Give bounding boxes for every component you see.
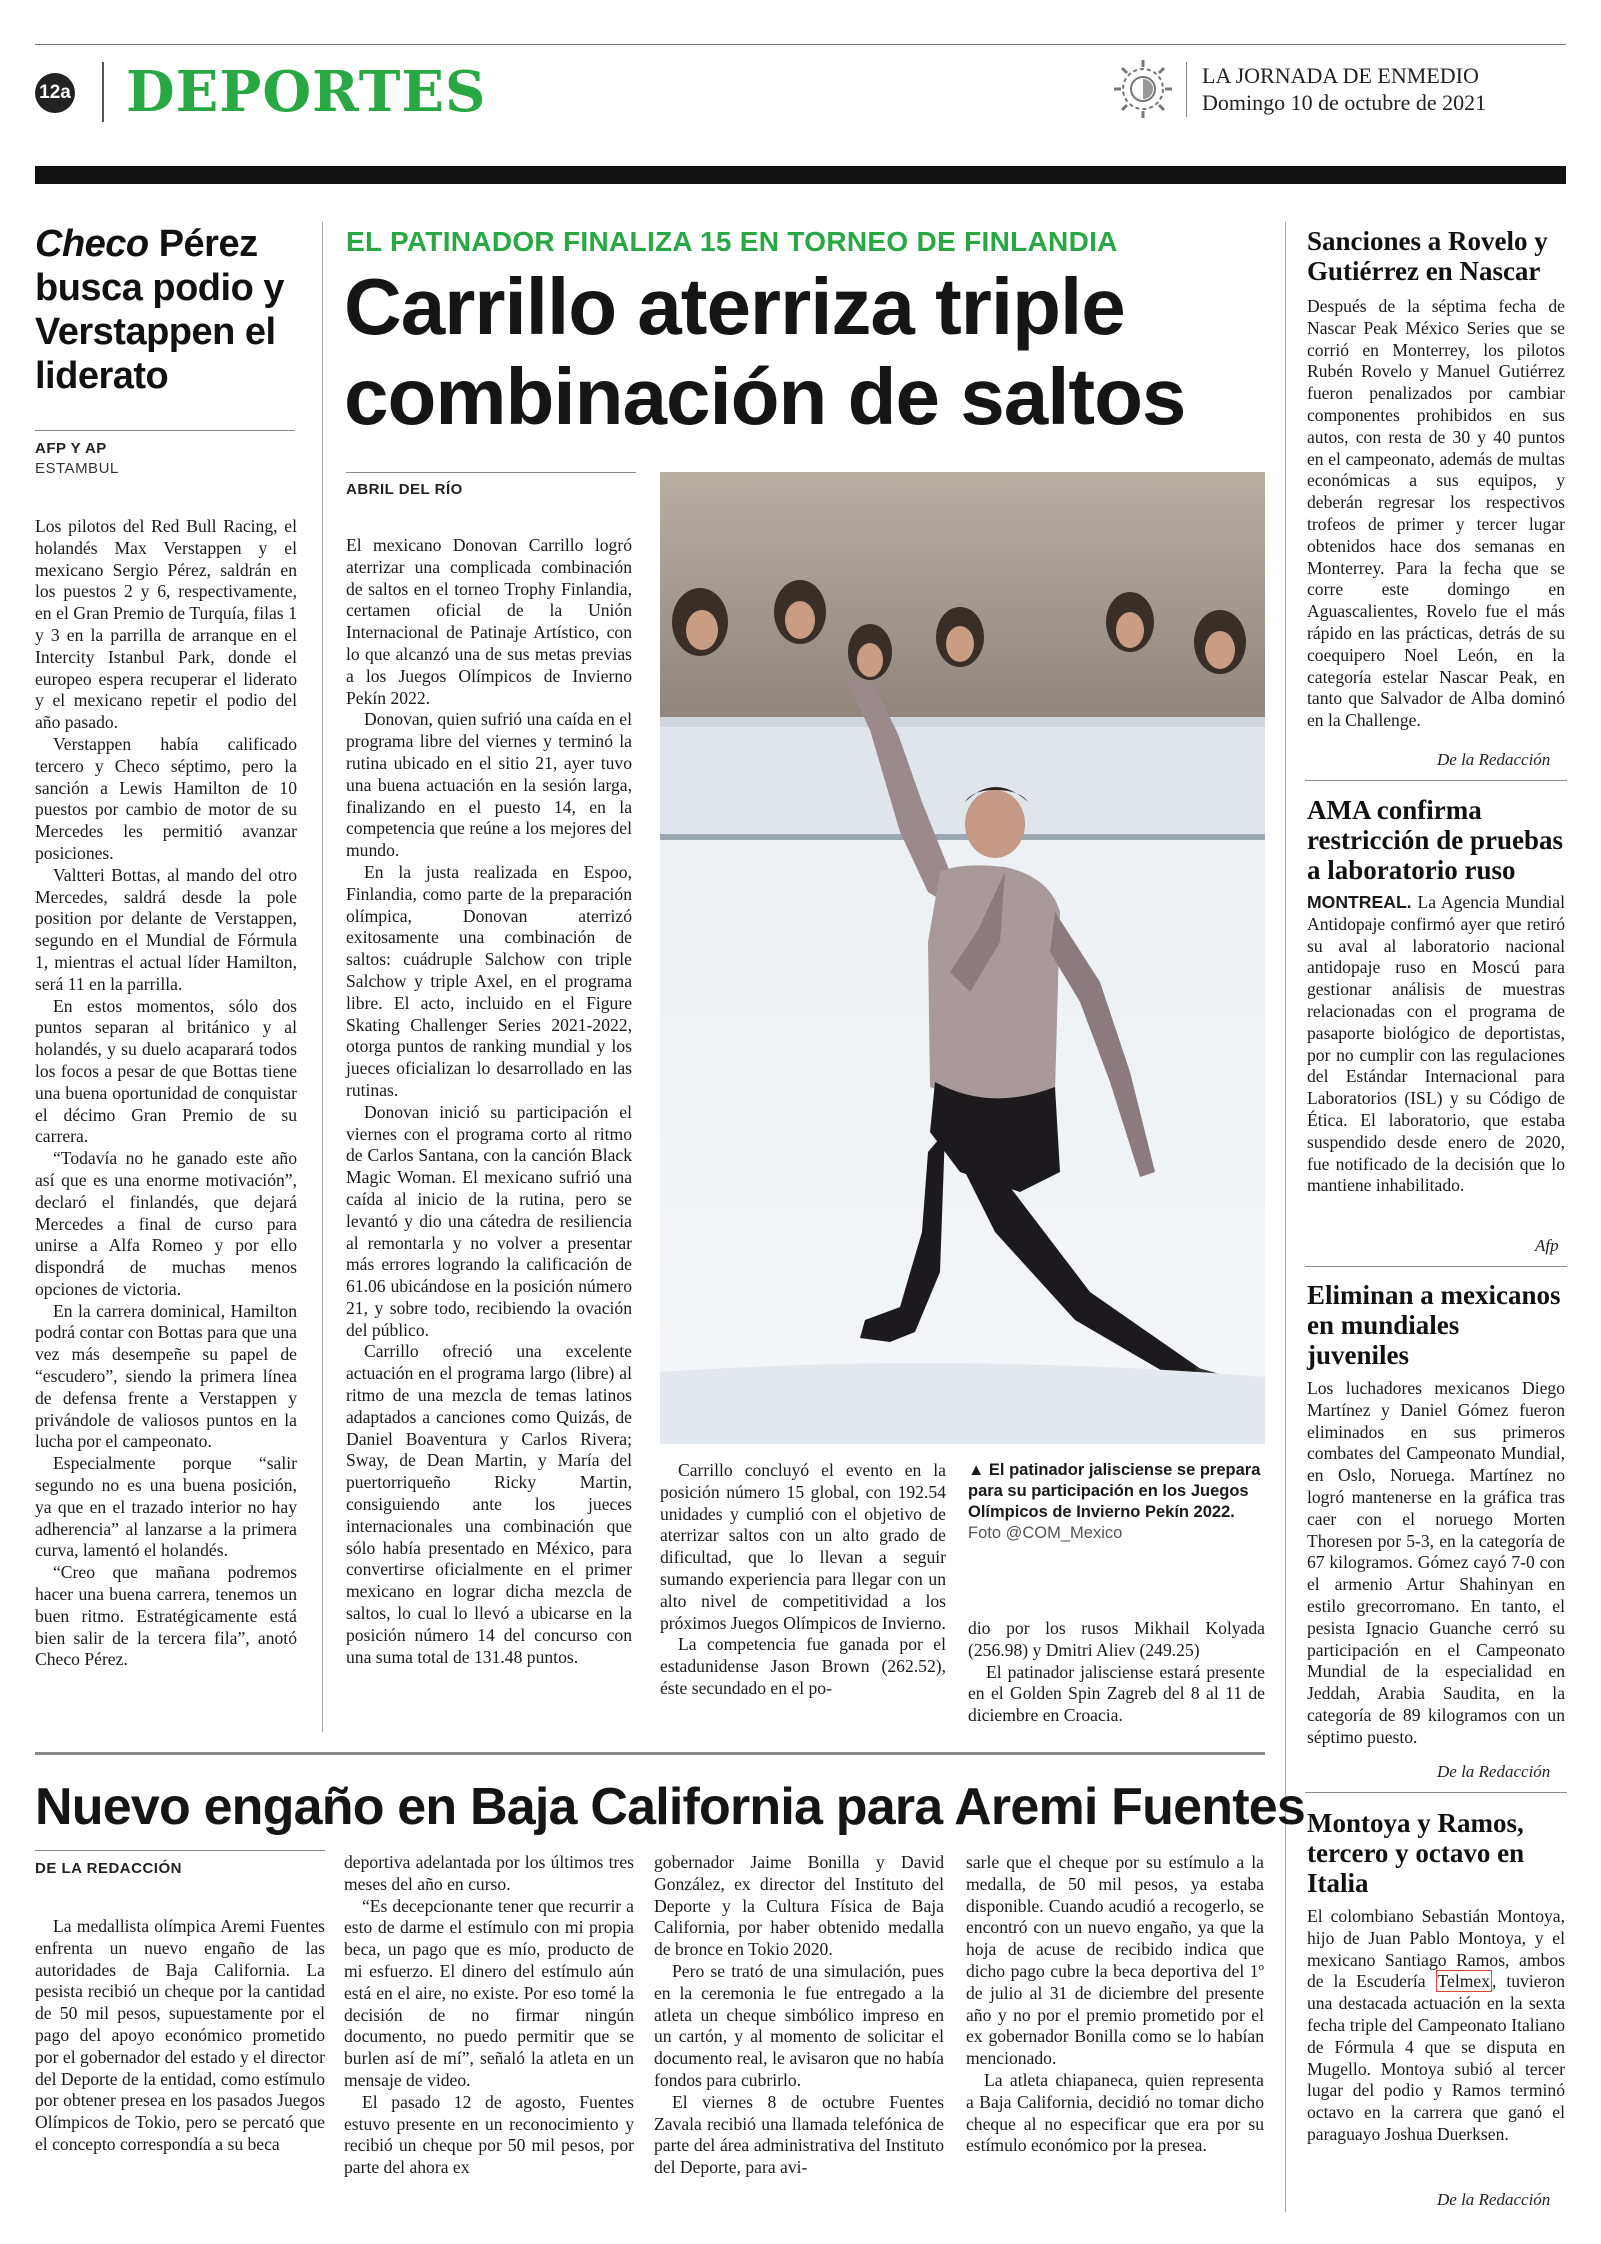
main-story-col3 [968,1618,1265,1727]
page-number-badge: 12a [35,73,75,113]
brief2-body [1307,892,1565,1197]
paragraph: “Creo que mañana podremos hacer una buena carrera, tenemos un buen ritmo. Estratégicamente está bien salir de la tercera fila”, anotó Checo Pérez. [35,1562,297,1670]
brief2-lead: MONTREAL. [1307,892,1412,912]
photo-credit: Foto @COM_Mexico [968,1524,1123,1542]
photo-caption [968,1460,1265,1544]
paragraph: “Todavía no he ganado este año así que es una enorme motivación”, declaró el finlandés, que dejará Mercedes a final de curso para unirse a Alfa Romeo y por ello dispondrá de muchas menos opciones de victoria. [35,1148,297,1299]
left-byline-rule [35,430,295,431]
paragraph: La medallista olímpica Aremi Fuentes enfrenta un nuevo engaño de las autoridades de Baja California. La pesista recibió un cheque por la cantidad de 50 mil pesos, supuestamente por el pago del apoyo económico prometido por el gobernador del estado y el director del Deporte de la entidad, como estímulo por obtener presea en los pasados Juegos Olímpicos de Tokio, pero se percató que el concepto correspondía a su beca [35,1916,325,2154]
caption-text: ▲ El patinador jalisciense se prepara para su participación en los Juegos Olímpicos de Invierno Pekín 2022. [968,1461,1261,1521]
bottom-col3 [654,1852,944,2179]
paragraph: “Es decepcionante tener que recurrir a esto de darme el estímulo con mi propia beca, un pago que es mío, producto de mi esfuerzo. El dinero del estímulo aún está en el aire, no existe. Por eso tomé la decisión de no firmar ningún documento, no puedo permitir que se burlen así de mí”, señaló la atleta en un mensaje de video. [344,1895,634,2090]
brief3-body [1307,1378,1565,1749]
paragraph: La atleta chiapaneca, quien representa a Baja California, decidió no tomar dicho cheque al no especificar que era por su estímulo económico por la presea. [966,2069,1264,2156]
paragraph: gobernador Jaime Bonilla y David González, ex director del Instituto del Deporte y la Cultura Física de Baja California, por haber obtenido medalla de bronce en Tokio 2020. [654,1852,944,1960]
paragraph: deportiva adelantada por los últimos tres meses del año en curso. [344,1852,634,1894]
main-headline: Carrillo aterriza triple combinación de saltos [344,262,1186,441]
paragraph: El pasado 12 de agosto, Fuentes estuvo presente en un reconocimiento y recibió un cheque por 50 mil pesos, por parte del ahora ex [344,2091,634,2178]
paragraph: Valtteri Bottas, al mando del otro Mercedes, saldrá desde la pole position por delante de Verstappen, segundo en el Mundial de Fórmula 1, mientras el actual líder Hamilton, será 11 en la parrilla. [35,864,297,994]
paragraph: La competencia fue ganada por el estadunidense Jason Brown (262.52), éste secundado en el po- [660,1634,946,1698]
paragraph: Verstappen había calificado tercero y Checo séptimo, pero la sanción a Lewis Hamilton de 10 puestos por cambio de motor de su Mercedes les permitió avanzar posiciones. [35,733,297,863]
brief-divider [1305,1792,1567,1793]
skater-photo [660,472,1265,1444]
main-byline: ABRIL DEL RÍO [346,481,463,498]
paragraph: En estos momentos, sólo dos puntos separan al británico y al holandés, y su duelo acaparará todos los focos a pesar de que Bottas tiene una buena oportunidad de conquistar el décimo Gran Premio de su carrera. [35,995,297,1147]
brief3-title: Eliminan a mexicanos en mundiales juveniles [1307,1280,1561,1370]
bottom-byline-rule [35,1850,325,1851]
brief-divider [1305,780,1567,781]
brief1-title: Sanciones a Rovelo y Gutiérrez en Nascar [1307,226,1548,286]
left-title-emphasis: Checo [35,223,149,265]
paragraph: Donovan inició su participación el viernes con el programa corto al ritmo de Carlos Santana, con la canción Black Magic Woman. El mexicano sufrió una caída al inicio de la rutina, pero se levantó y dio una cátedra de resiliencia al remontarla y no volver a presentar más errores logrando la calificación de 61.06 ubicándose en la posición número 21, y sobre todo, recibiendo la ovación del público. [346,1101,632,1340]
paragraph: Donovan, quien sufrió una caída en el programa libre del viernes y terminó la rutina ubicado en el sitio 21, ayer tuvo una buena actuación en la sesión larga, finalizando en el puesto 14, en la competencia que reúne a los mejores del mundo. [346,709,632,861]
paragraph: Carrillo concluyó el evento en la posición número 15 global, con 192.54 unidades y cumplió con el objetivo de aterrizar saltos con un alto grado de dificultad, que lo llevan a seguir sumando experiencia para llegar con un alto nivel de competitividad a los próximos Juegos Olímpicos de Invierno. [660,1460,946,1633]
telmex-highlight: Telmex [1437,1971,1491,1992]
bottom-story-rule [35,1752,1265,1755]
paragraph: En la justa realizada en Espoo, Finlandia, como parte de la preparación olímpica, Donovan aterrizó exitosamente una combinación de saltos: cuádruple Salchow con triple Salchow y triple Axel, en el programa libre. El acto, incluido en el Figure Skating Challenger Series 2021-2022, otorga puntos de ranking mundial y los jueces oficializan lo desarrollado en las rutinas. [346,861,632,1100]
bottom-headline: Nuevo engaño en Baja California para Aremi Fuentes [35,1778,1305,1836]
header-black-bar [35,166,1566,184]
paragraph: Especialmente porque “salir segundo no es una buena posición, ya que en el trazado interior no hay adherencia” al lanzarse a la primera curva, lamentó el holandés. [35,1453,297,1561]
main-kicker: EL PATINADOR FINALIZA 15 EN TORNEO DE FINLANDIA [346,226,1118,257]
main-story-col1 [346,535,632,1668]
paragraph: Pero se trató de una simulación, pues en la ceremonia le fue entregado a la atleta un cheque simbólico impreso en un cartón, y al momento de solicitar el documento real, le avisaron que no había fondos para cubrirlo. [654,1960,944,2090]
paragraph [1307,892,1565,1197]
brief2-text: La Agencia Mundial Antidopaje confirmó ayer que retiró su aval al laboratorio nacional antidopaje ruso en Moscú para gestionar análisis de muestras relacionadas con el programa de pasaporte biológico de deportistas, por no cumplir con las regulaciones del Estándar Internacional para Laboratorios (ISL) y su Código de Ética. El laboratorio, que estaba suspendido desde enero de 2020, fue notificado de la decisión que lo mantiene inhabilitado. [1307,892,1565,1196]
brief1-signature: De la Redacción [1437,750,1551,769]
brief2-title: AMA confirma restricción de pruebas a laboratorio ruso [1307,795,1563,885]
paragraph: dio por los rusos Mikhail Kolyada (256.98) y Dmitri Aliev (249.25) [968,1618,1265,1660]
brief4-text-a: El colombiano Sebastián Montoya, hijo de Juan Pablo Montoya, y el mexicano Santiago Ramos, ambos de la Escudería [1307,1906,1565,1992]
section-title: DEPORTES [126,59,487,125]
column-divider [322,222,323,1732]
column-divider [1285,222,1286,2212]
paragraph [1307,1906,1565,2146]
paragraph: Los luchadores mexicanos Diego Martínez y Daniel Gómez fueron eliminados en sus primeros combates del Campeonato Mundial, en Oslo, Noruega. Martínez no logró mantenerse en la gráfica tras caer con el noruego Morten Thoresen por 5-3, en la categoría de 67 kilogramos. Gómez cayó 7-0 con el armenio Artur Shahinyan en estilo grecorromano. En tanto, el pesista Ignacio Guanche cerró su participación en el Campeonato Mundial de la especialidad en Jeddah, Arabia Saudita, en la categoría de 89 kilogramos con un séptimo puesto. [1307,1378,1565,1747]
header-divider [102,62,104,122]
brief-divider [1305,1266,1567,1267]
brief3-signature: De la Redacción [1437,1762,1551,1781]
masthead-divider [1186,62,1187,117]
paragraph: sarle que el cheque por su estímulo a la medalla, de 50 mil pesos, ya estaba disponible. Cuando acudió a recogerlo, se encontró con un nuevo engaño, ya que la hoja de acuse de recibido indica que dicho pago cubre la beca deportiva del 1º de julio al 31 de diciembre del presente año y no por el premio prometido por el ex gobernador Bonilla como se lo habían mencionado. [966,1852,1264,2069]
brief4-text-b: , tuvieron una destacada actuación en la sexta fecha triple del Campeonato Italiano de Fórmula 4 que se disputa en Mugello. Montoya subió al tercer lugar del podio y Ramos terminó octavo en la carrera que ganó el paraguayo Joshua Duerksen. [1307,1971,1565,2144]
bottom-byline: DE LA REDACCIÓN [35,1860,182,1877]
left-byline: AFP Y AP [35,440,107,457]
paragraph: Los pilotos del Red Bull Racing, el holandés Max Verstappen y el mexicano Sergio Pérez, saldrán en los puestos 2 y 6, respectivamente, en el Gran Premio de Turquía, filas 1 y 3 en la parrilla de arranque en el Intercity Istanbul Park, donde el europeo espera recuperar el liderato y el mexicano repetir el podio del año pasado. [35,516,297,733]
left-dateline: ESTAMBUL [35,460,119,477]
paragraph: En la carrera dominical, Hamilton podrá contar con Bottas para que una vez más desempeñe su papel de “escudero”, siendo la primera línea de defensa frente a Verstappen y privándole de valiosos puntos en la lucha por el campeonato. [35,1300,297,1452]
main-story-col2 [660,1460,946,1700]
header-top-rule [35,44,1566,45]
left-story-title [35,222,300,398]
main-byline-rule [346,472,636,473]
masthead [1202,62,1486,116]
paragraph: El mexicano Donovan Carrillo logró aterrizar una complicada combinación de saltos en el torneo Trophy Finlandia, certamen oficial de la Unión Internacional de Patinaje Artístico, con lo que alcanzó una de sus metas previas a los Juegos Olímpicos de Invierno Pekín 2022. [346,535,632,708]
brief4-signature: De la Redacción [1437,2190,1551,2209]
bottom-col1 [35,1916,325,2156]
brief1-body [1307,296,1565,732]
paragraph: El viernes 8 de octubre Fuentes Zavala recibió una llamada telefónica de parte del área administrativa del Instituto del Deporte, para avi- [654,2091,944,2178]
masthead-name: LA JORNADA DE ENMEDIO [1202,63,1479,88]
bottom-col4 [966,1852,1264,2157]
sun-gear-logo-icon [1112,58,1174,120]
brief4-body [1307,1906,1565,2146]
bottom-col2 [344,1852,634,2179]
paragraph: Carrillo ofreció una excelente actuación en el programa largo (libre) al ritmo de una mezcla de temas latinos adaptados a canciones como Quizás, de Daniel Boaventura y Carlos Rivera; Sway, de Dean Martin, y María del puertorriqueño Ricky Martin, consiguiendo ante los jueces internacionales una combinación que sólo había presentado en México, para convertirse oficialmente en el primer mexicano en lograr dicha mezcla de saltos, lo cual lo llevó a ubicarse en la posición número 14 del concurso con una suma total de 131.48 puntos. [346,1341,632,1667]
brief2-signature: Afp [1535,1236,1559,1255]
paragraph: El patinador jalisciense estará presente en el Golden Spin Zagreb del 8 al 11 de diciembre en Croacia. [968,1661,1265,1726]
left-title-rest: Pérez busca podio y Verstappen el liderato [35,223,284,397]
left-story-body [35,516,297,1671]
paragraph: Después de la séptima fecha de Nascar Peak México Series que se corrió en Monterrey, los pilotos Rubén Rovelo y Manuel Gutiérrez fueron penalizados por cambiar componentes prohibidos en sus autos, con resta de 30 y 40 puntos en el campeonato, además de multas económicas a sus equipos, y deberán regresar los respectivos trofeos de primer y tercer lugar obtenidos hace dos semanas en Monterrey. Para la fecha que se corre este domingo en Aguascalientes, Rovelo fue el más rápido en las prácticas, detrás de su coequipero Noel León, en la categoría estelar Nascar Peak, en tanto que Salvador de Alba dominó en la Challenge. [1307,296,1565,731]
masthead-date: Domingo 10 de octubre de 2021 [1202,90,1487,115]
brief4-title: Montoya y Ramos, tercero y octavo en Italia [1307,1808,1525,1898]
